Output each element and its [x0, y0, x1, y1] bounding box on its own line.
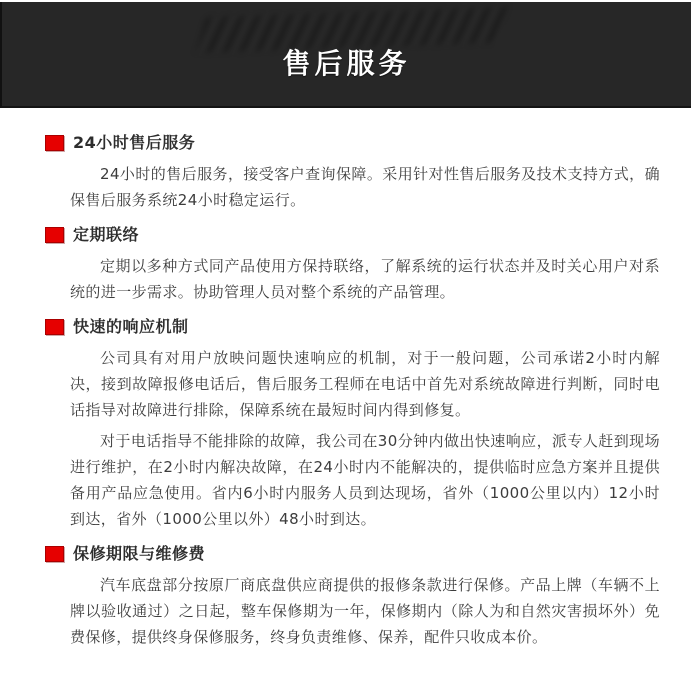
- red-square-bullet-icon: [45, 546, 64, 562]
- service-section: [45, 224, 660, 305]
- section-body: [70, 345, 660, 532]
- section-heading: [45, 224, 660, 246]
- service-section: [45, 543, 660, 650]
- section-title: 快速的响应机制: [73, 317, 189, 336]
- service-section: [45, 316, 660, 532]
- section-body: [70, 161, 660, 213]
- section-body: [70, 253, 660, 305]
- page-header-banner: [0, 2, 691, 108]
- service-section: [45, 132, 660, 213]
- section-body: [70, 572, 660, 650]
- service-sections: [0, 108, 691, 681]
- section-title: 定期联络: [73, 225, 140, 244]
- section-paragraph: 定期以多种方式同产品使用方保持联络，了解系统的运行状态并及时关心用户对系统的进一步需求。协助管理人员对整个系统的产品管理。: [70, 257, 660, 301]
- section-title: 保修期限与维修费: [73, 544, 206, 563]
- section-heading: [45, 316, 660, 338]
- section-paragraph: 对于电话指导不能排除的故障，我公司在30分钟内做出快速响应，派专人赶到现场进行维护，在2小时内解决故障，在24小时内不能解决的，提供临时应急方案并且提供备用产品应急使用。省内6小时内服务人员到达现场，省外（1000公里以内）12小时到达，省外（1000公里以外）48小时到达。: [70, 432, 660, 528]
- page-title: 售后服务: [282, 47, 411, 80]
- section-paragraph: 24小时的售后服务，接受客户查询保障。采用针对性售后服务及技术支持方式，确保售后服务系统24小时稳定运行。: [70, 165, 660, 209]
- red-square-bullet-icon: [45, 227, 64, 243]
- section-heading: [45, 132, 660, 154]
- section-heading: [45, 543, 660, 565]
- red-square-bullet-icon: [45, 135, 64, 151]
- after-sales-page: [0, 2, 691, 681]
- section-paragraph: 汽车底盘部分按原厂商底盘供应商提供的报修条款进行保修。产品上牌（车辆不上牌以验收通过）之日起，整车保修期为一年，保修期内（除人为和自然灾害损坏外）免费保修，提供终身保修服务，终身负责维修、保养，配件只收成本价。: [70, 576, 660, 646]
- section-title: 24小时售后服务: [73, 133, 196, 152]
- section-paragraph: 公司具有对用户放映问题快速响应的机制，对于一般问题，公司承诺2小时内解决，接到故障报修电话后，售后服务工程师在电话中首先对系统故障进行判断，同时电话指导对故障进行排除，保障系统在最短时间内得到修复。: [70, 349, 660, 419]
- red-square-bullet-icon: [45, 319, 64, 335]
